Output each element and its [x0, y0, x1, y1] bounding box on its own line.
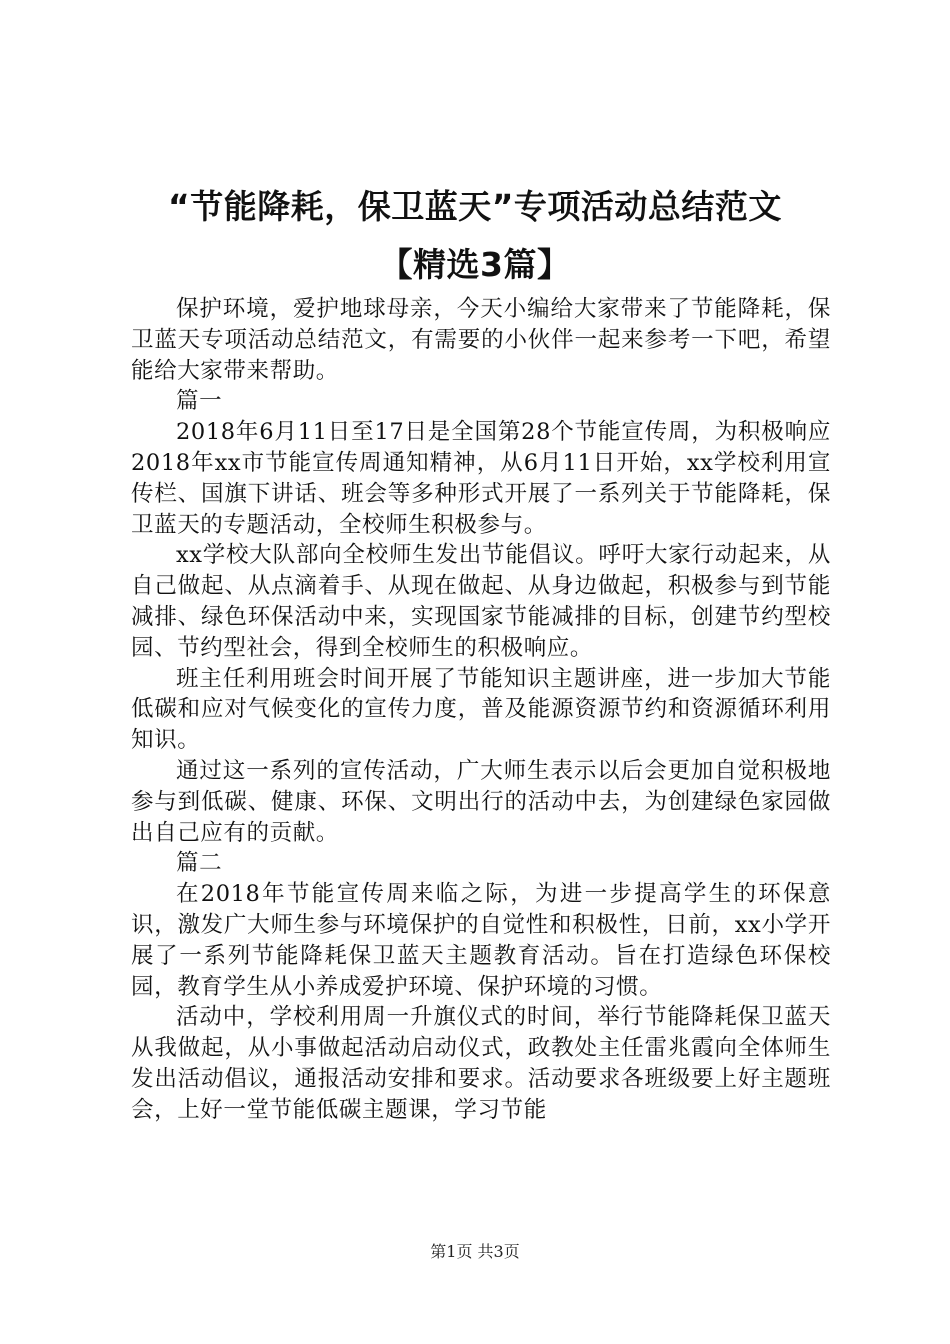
document-title	[100, 178, 850, 294]
body-paragraph: 活动中，学校利用周一升旗仪式的时间，举行节能降耗保卫蓝天从我做起，从小事做起活动启动仪式，政教处主任雷兆霞向全体师生发出活动倡议，通报活动安排和要求。活动要求各班级要上好主题班会，上好一堂节能低碳主题课，学习节能	[131, 1004, 831, 1123]
title-line-2: 【精选3篇】	[379, 245, 571, 284]
page-total: 共3页	[477, 1242, 520, 1261]
body-paragraph: 2018年6月11日至17日是全国第28个节能宣传周，为积极响应2018年xx市节能宣传周通知精神，从6月11日开始，xx学校利用宣传栏、国旗下讲话、班会等多种形式开展了一系列关于节能降耗，保卫蓝天的专题活动，全校师生积极参与。	[131, 419, 831, 538]
body-paragraph: 通过这一系列的宣传活动，广大师生表示以后会更加自觉积极地参与到低碳、健康、环保、文明出行的活动中去，为创建绿色家园做出自己应有的贡献。	[131, 757, 831, 846]
body-paragraph: xx学校大队部向全校师生发出节能倡议。呼吁大家行动起来，从自己做起、从点滴着手、从现在做起、从身边做起，积极参与到节能减排、绿色环保活动中来，实现国家节能减排的目标，创建节约型校园、节约型社会，得到全校师生的积极响应。	[131, 542, 831, 661]
body-paragraph: 在2018年节能宣传周来临之际，为进一步提高学生的环保意识，激发广大师生参与环境保护的自觉性和积极性，日前，xx小学开展了一系列节能降耗保卫蓝天主题教育活动。旨在打造绿色环保校园，教育学生从小养成爱护环境、保护环境的习惯。	[131, 881, 831, 1000]
section-heading-part-one: 篇一	[176, 388, 223, 415]
body-paragraph: 班主任利用班会时间开展了节能知识主题讲座，进一步加大节能低碳和应对气候变化的宣传力度，普及能源资源节约和资源循环利用知识。	[131, 665, 831, 754]
page-footer	[0, 1241, 950, 1263]
section-heading-part-two: 篇二	[176, 850, 223, 877]
intro-paragraph: 保护环境，爱护地球母亲，今天小编给大家带来了节能降耗，保卫蓝天专项活动总结范文，有需要的小伙伴一起来参考一下吧，希望能给大家带来帮助。	[131, 296, 831, 384]
document-body	[131, 294, 831, 1126]
page-number: 第1页	[430, 1242, 473, 1261]
title-line-1: “节能降耗，保卫蓝天”专项活动总结范文	[168, 187, 782, 226]
